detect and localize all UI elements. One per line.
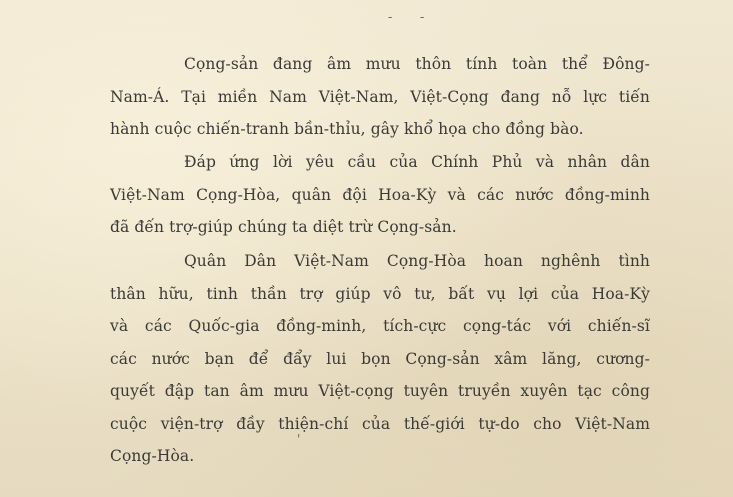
- paragraph-line: Đáp ứng lời yêu cầu của Chính Phủ và nhân dân: [184, 153, 650, 171]
- paragraph-line: thân hữu, tinh thần trợ giúp vô tư, bất vụ lợi của Hoa-Kỳ: [110, 284, 650, 303]
- paragraph-line: các nước bạn để đẩy lui bọn Cọng-sản xâm lăng, cương-: [110, 349, 650, 368]
- paragraph-line: cuộc viện-trợ đầy thiện-chí của thế-giới tự-do cho Việt-Nam: [110, 414, 650, 433]
- paragraph-line: Việt-Nam Cọng-Hòa, quân đội Hoa-Kỳ và các nước đồng-minh: [110, 185, 650, 204]
- ink-speck: -: [420, 10, 425, 24]
- paragraph-line: Quân Dân Việt-Nam Cọng-Hòa hoan nghênh tình: [184, 252, 650, 270]
- paragraph-line: Cọng-sản đang âm mưu thôn tính toàn thể Đông-: [184, 55, 650, 73]
- paragraph-1: [110, 48, 650, 146]
- paragraph-line: hành cuộc chiến-tranh bần-thỉu, gây khổ họa cho đồng bào.: [110, 120, 584, 138]
- paragraph-3: [110, 245, 650, 473]
- paragraph-line: Cọng-Hòa.: [110, 447, 195, 465]
- paragraph-line: quyết đập tan âm mưu Việt-cọng tuyên truyền xuyên tạc công: [110, 382, 650, 400]
- paragraph-line: và các Quốc-gia đồng-minh, tích-cực cọng-tác với chiến-sĩ: [110, 317, 650, 335]
- paragraph-2: [110, 146, 650, 244]
- ink-speck: ': [297, 432, 301, 446]
- ink-speck: -: [388, 10, 393, 24]
- paragraph-line: Nam-Á. Tại miền Nam Việt-Nam, Việt-Cọng đang nỗ lực tiến: [110, 87, 650, 106]
- paragraph-line: đã đến trợ-giúp chúng ta diệt trừ Cọng-sản.: [110, 218, 457, 236]
